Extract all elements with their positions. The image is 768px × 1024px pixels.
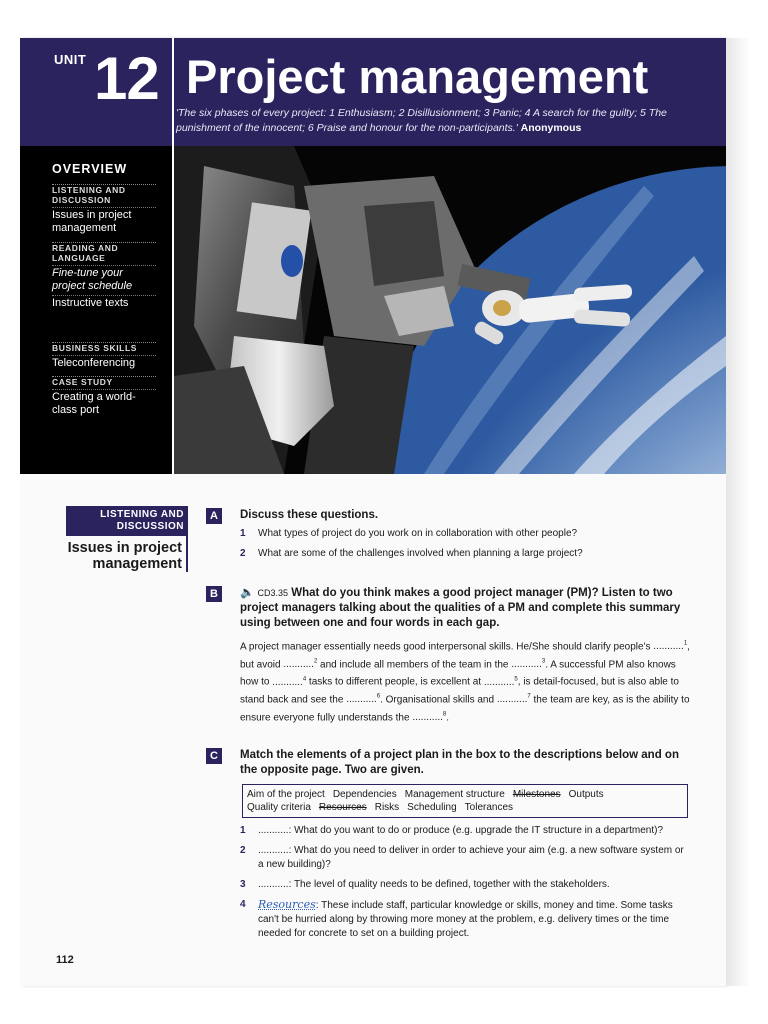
question-text: What are some of the challenges involved when planning a large project? [258,548,583,559]
summary-text: , is detail-focused, but is also able to stand back and see the [240,676,679,706]
summary-text: . [446,711,450,723]
gap-dots: ........... [653,641,684,653]
match-number: 2 [240,845,246,856]
word-box-item: Tolerances [464,802,514,813]
gap-dots: ........... [496,694,528,706]
gap-blank[interactable] [412,712,446,723]
match-description: : These include staff, particular knowledge or skills, money and time. Some tasks can't be hurried along by throwing more money at the problem, e.g. delivery times or the time needed for concrete to set on a building project. [258,900,673,939]
exercise-b-instruction-text: What do you think makes a good project manager (PM)? Listen to two project managers talking about the qualities of a PM and complete this summary using between one and four words in each gap. [240,587,681,629]
match-description: : The level of quality needs to be defined, together with the stakeholders. [288,879,610,890]
question-number: 2 [240,548,246,559]
gap-number: 3 [541,658,546,665]
match-number: 1 [240,825,246,836]
gap-dots: ........... [483,676,515,688]
page-title: Project management [186,50,649,103]
overview-section [52,184,156,235]
exercise-c [240,748,690,947]
gap-blank[interactable] [511,659,545,670]
word-box-item: Resources [318,802,367,813]
exercise-c-badge: C [206,748,222,764]
gap-blank[interactable] [484,677,518,688]
summary-text: . A successful PM also knows how to [240,658,676,688]
section-heading: Issues in project management [66,536,188,572]
question-number: 1 [240,528,246,539]
match-number: 3 [240,879,246,890]
answer-blank[interactable]: ........... [258,845,289,856]
overview-title: OVERVIEW [52,162,128,176]
summary-text: and include all members of the team in the [317,658,512,670]
match-description: : What do you want to do or produce (e.g. upgrade the IT structure in a department)? [288,825,664,836]
overview-section-label: CASE STUDY [52,377,113,387]
overview-item[interactable]: Issues in project management [52,207,156,235]
page-edge-shadow [726,38,750,986]
overview-section-label: READING AND LANGUAGE [52,243,119,263]
gap-number: 8 [442,711,447,718]
word-box-item: Milestones [512,789,561,800]
overview-section [52,242,156,310]
summary-text: , but avoid [240,641,690,670]
gap-number: 5 [514,676,518,683]
exercise-a [240,508,690,567]
section-sidebar [66,506,188,572]
exercise-c-items [240,824,690,941]
exercise-a-questions [240,527,690,561]
quote-text: 'The six phases of every project: 1 Enthusiasm; 2 Disillusionment; 3 Panic; 4 A search for the guilty; 5 The punishment of the innocent; 6 Praise and honour for the non-participants.' [176,107,667,134]
gap-blank[interactable] [272,677,306,688]
overview-item[interactable]: Teleconferencing [52,355,156,370]
gap-blank[interactable] [283,659,317,670]
exercise-b [240,586,690,725]
astronaut-photo [174,146,726,474]
match-item [240,844,690,872]
word-box-item: Management structure [404,789,505,800]
gap-dots: ........... [272,676,303,688]
gap-dots: ........... [412,711,443,723]
gap-number: 6 [376,693,381,700]
exercise-a-badge: A [206,508,222,524]
question-item [240,547,690,561]
word-box-item: Outputs [568,789,604,800]
word-box-item: Dependencies [332,789,397,800]
overview-section [52,342,156,370]
word-box-item: Aim of the project [247,789,325,800]
answer-blank[interactable]: ........... [258,825,289,836]
overview-section-label: BUSINESS SKILLS [52,343,138,353]
exercise-b-instruction [240,586,690,631]
textbook-page [20,38,726,986]
cd-track-code: CD3.35 [257,588,289,598]
gap-number: 4 [302,676,307,683]
match-description: : What do you need to deliver in order to achieve your aim (e.g. a new software system or a new building)? [258,845,684,870]
overview-panel [20,146,174,474]
gap-number: 2 [313,658,318,665]
summary-paragraph [240,637,690,725]
page-number: 112 [56,954,74,966]
handwritten-answer[interactable]: Resources [258,898,316,911]
gap-dots: ........... [511,658,542,670]
word-box-item: Scheduling [407,802,457,813]
gap-number: 7 [527,693,531,700]
exercise-a-instruction: Discuss these questions. [240,509,379,521]
match-number: 4 [240,899,246,910]
summary-text: A project manager essentially needs good interpersonal skills. He/She should clarify people's [240,641,654,653]
question-text: What types of project do you work on in collaboration with other people? [258,528,578,539]
speaker-icon[interactable]: 🔈 [240,587,255,599]
gap-dots: ........... [346,694,377,706]
space-station-illustration [174,146,726,474]
summary-text: the team are key, as is the ability to ensure everyone fully understands the [240,694,690,723]
answer-blank[interactable]: ........... [258,879,289,890]
gap-blank[interactable] [497,694,531,705]
unit-badge [20,38,174,146]
exercise-c-instruction: Match the elements of a project plan in the box to the descriptions below and on the opposite page. Two are given. [240,749,679,776]
header-quote [176,106,716,136]
overview-item[interactable]: Creating a world-class port [52,389,156,417]
summary-text: tasks to different people, is excellent at [306,676,484,688]
overview-section-label: LISTENING AND DISCUSSION [52,185,126,205]
match-item [240,898,690,941]
gap-number: 1 [683,641,688,647]
match-item [240,824,690,838]
overview-item[interactable]: Instructive texts [52,295,156,310]
gap-dots: ........... [283,658,314,670]
unit-number: 12 [94,45,159,112]
overview-section [52,376,156,417]
gap-blank[interactable] [653,641,687,652]
exercise-b-badge: B [206,586,222,602]
unit-label: UNIT [54,52,87,67]
match-item [240,878,690,892]
unit-header [20,38,726,146]
word-box [242,784,688,818]
overview-item[interactable]: Fine-tune your project schedule [52,265,156,293]
question-item [240,527,690,541]
word-box-item: Quality criteria [247,802,311,813]
gap-blank[interactable] [346,694,380,705]
quote-author: Anonymous [520,122,582,134]
word-box-item: Risks [374,802,400,813]
section-tag: LISTENING AND DISCUSSION [66,506,188,536]
summary-text: . Organisational skills and [380,694,497,706]
